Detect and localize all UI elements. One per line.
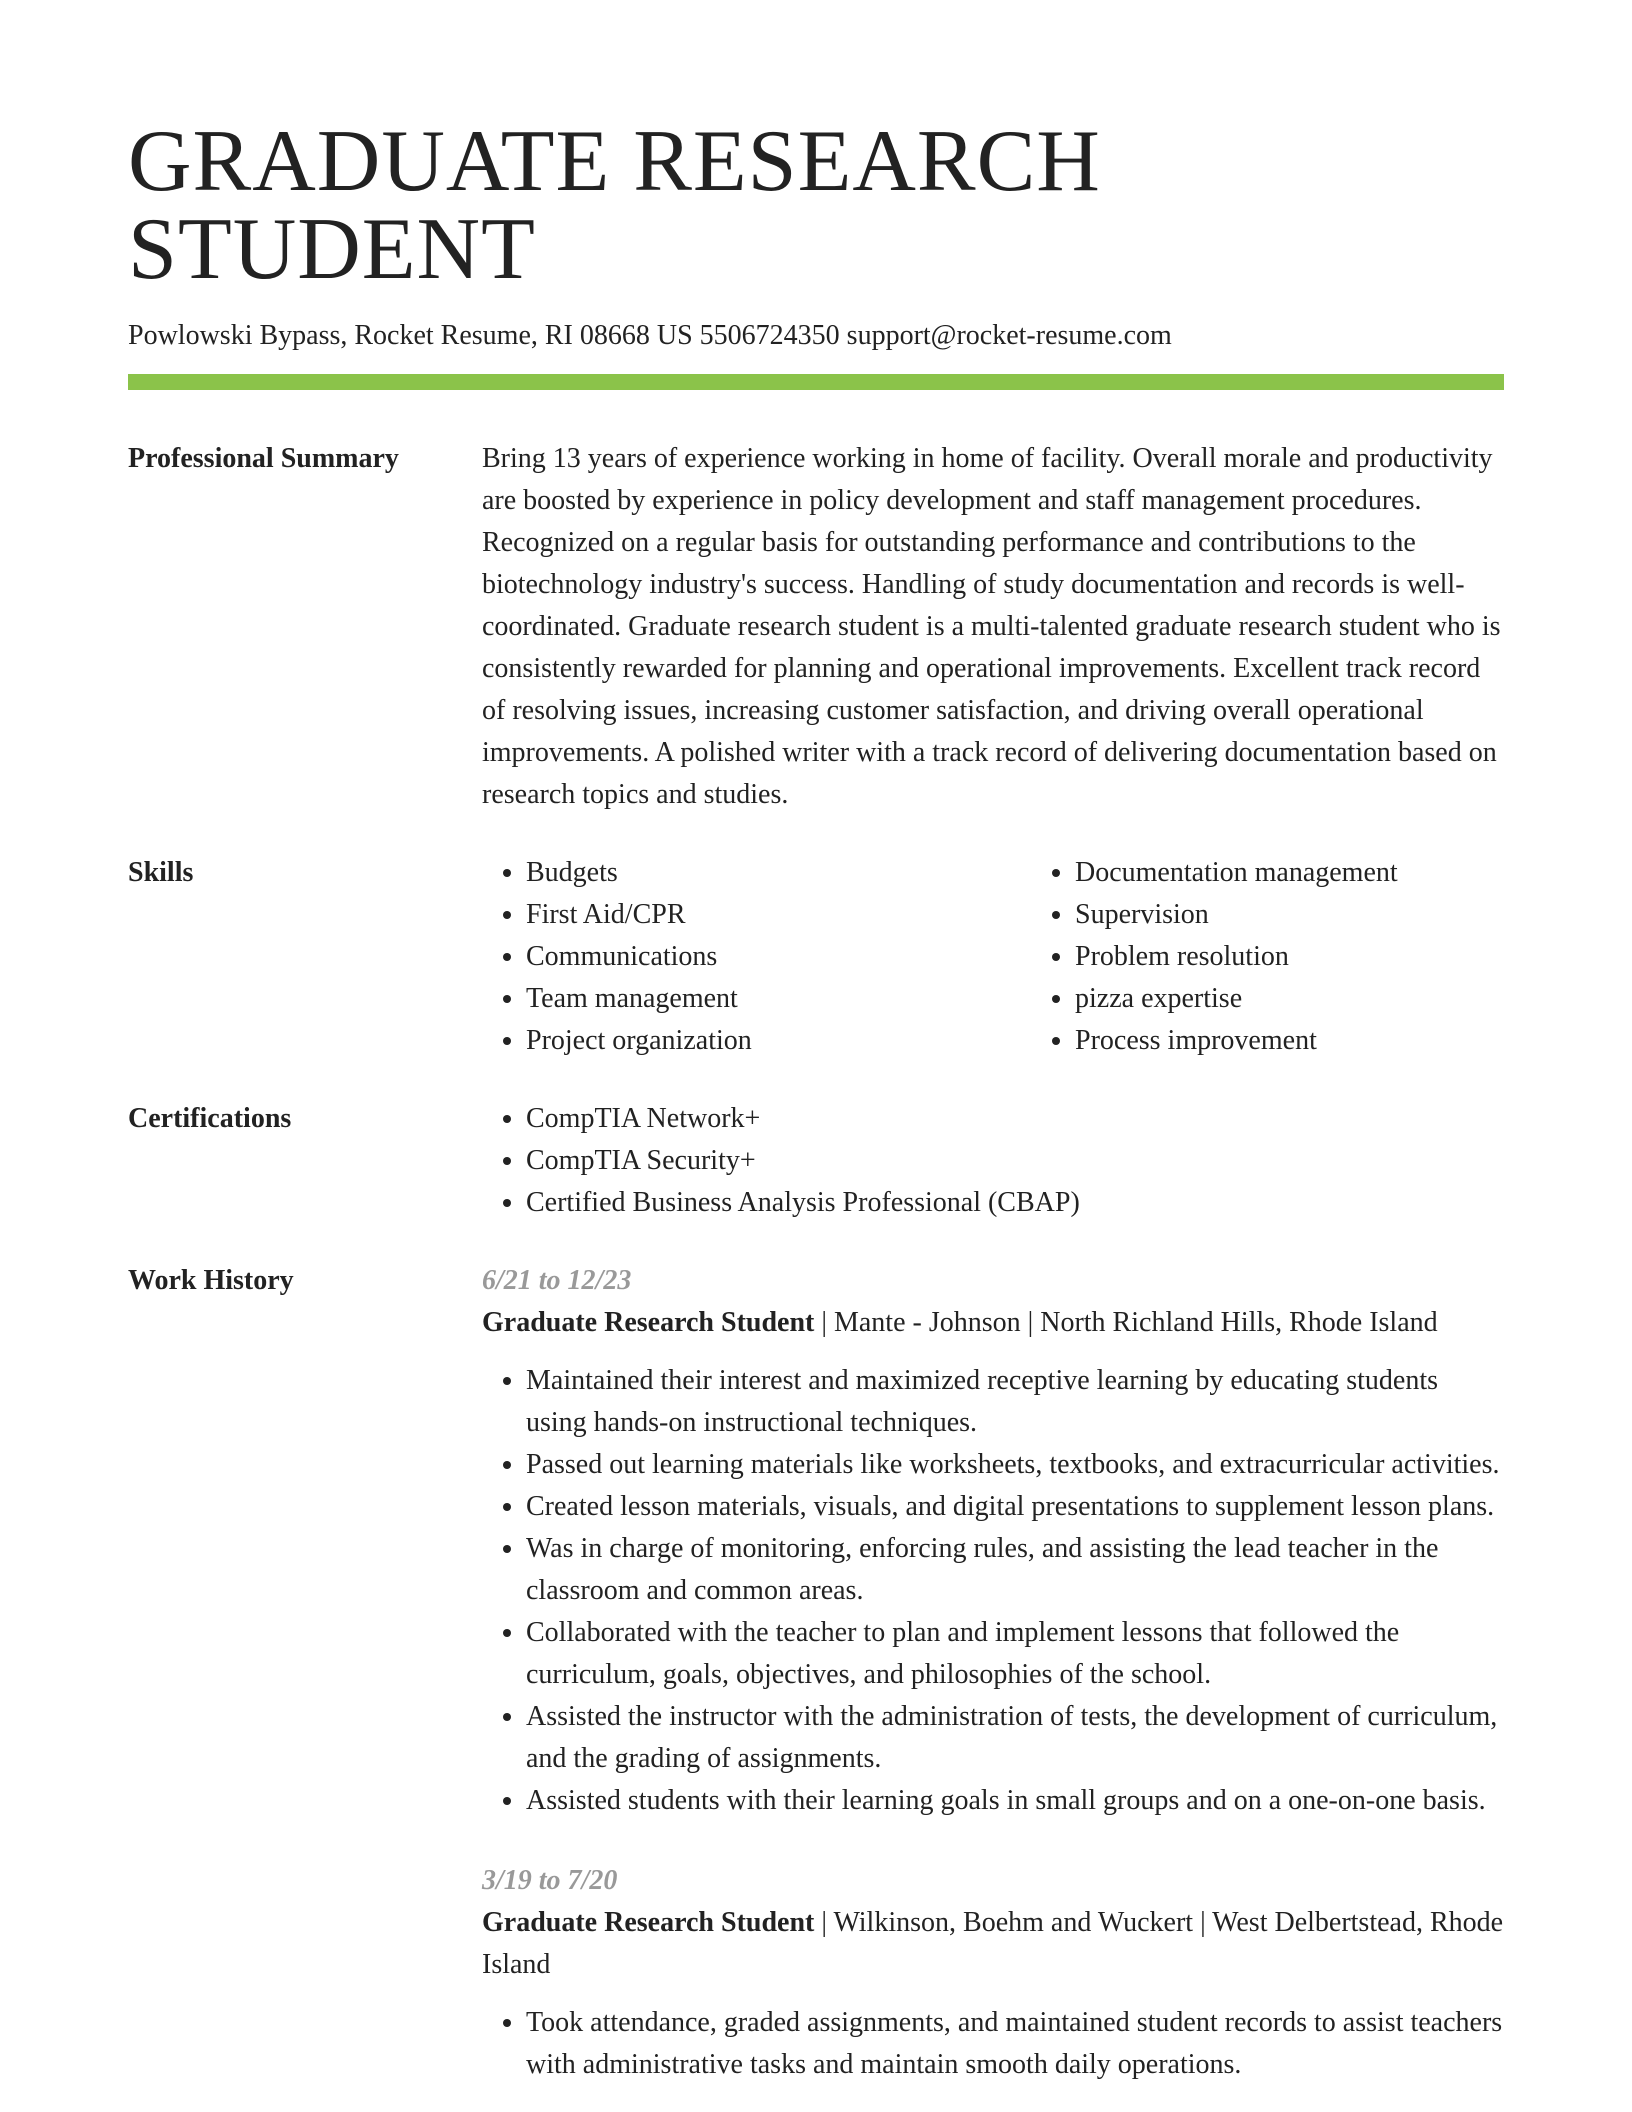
- job-title: Graduate Research Student: [482, 1307, 815, 1339]
- job-dates: 3/19 to 7/20: [482, 1865, 618, 1897]
- work-history-section: [128, 1260, 1504, 2086]
- skill-item: • Problem resolution: [1075, 936, 1580, 978]
- job-title-line: [482, 1902, 1504, 1986]
- summary-heading: Professional Summary: [128, 443, 399, 475]
- contact-info: Powlowski Bypass, Rocket Resume, RI 08668 US 5506724350 support@rocket-resume.com: [128, 320, 1172, 351]
- skill-item: • pizza expertise: [1075, 978, 1580, 1020]
- skills-body: [482, 852, 1580, 1062]
- responsibility-item: • Created lesson materials, visuals, and digital presentations to supplement lesson plans.: [526, 1486, 1504, 1528]
- responsibility-item: • Collaborated with the teacher to plan and implement lessons that followed the curriculum, goals, objectives, and philosophies of the school.: [526, 1612, 1504, 1696]
- job-responsibilities: [482, 2002, 1504, 2086]
- skill-item: • Process improvement: [1075, 1020, 1580, 1062]
- certification-item: • CompTIA Network+: [526, 1098, 1504, 1140]
- skill-item: • Supervision: [1075, 894, 1580, 936]
- skills-section: [128, 852, 1504, 1062]
- job-title: Graduate Research Student: [482, 1907, 815, 1939]
- skill-item: • Communications: [526, 936, 1031, 978]
- work-history-heading: Work History: [128, 1265, 294, 1297]
- responsibility-item: • Maintained their interest and maximized receptive learning by educating students using hands-on instructional techniques.: [526, 1360, 1504, 1444]
- certification-item: • CompTIA Security+: [526, 1140, 1504, 1182]
- certifications-body: [482, 1098, 1504, 1224]
- job-employer-location: | Mante - Johnson | North Richland Hills, Rhode Island: [814, 1307, 1438, 1339]
- summary-section: [128, 438, 1504, 816]
- certifications-list: [482, 1098, 1504, 1224]
- skills-list-right: [1031, 852, 1580, 1062]
- skill-item: • First Aid/CPR: [526, 894, 1031, 936]
- responsibility-item: • Passed out learning materials like worksheets, textbooks, and extracurricular activities.: [526, 1444, 1504, 1486]
- job-dates: 6/21 to 12/23: [482, 1265, 632, 1297]
- job-title-line: [482, 1302, 1504, 1344]
- skill-item: • Documentation management: [1075, 852, 1580, 894]
- skills-heading: Skills: [128, 857, 194, 889]
- accent-divider: [128, 374, 1504, 390]
- skill-item: • Team management: [526, 978, 1031, 1020]
- skills-list-left: [482, 852, 1031, 1062]
- responsibility-item: • Took attendance, graded assignments, and maintained student records to assist teachers with administrative tasks and maintain smooth daily operations.: [526, 2002, 1504, 2086]
- job-entry: [482, 1860, 1504, 2086]
- job-entry: [482, 1260, 1504, 1822]
- work-history-body: [482, 1260, 1504, 2086]
- summary-body: [482, 438, 1504, 816]
- responsibility-item: • Was in charge of monitoring, enforcing rules, and assisting the lead teacher in the classroom and common areas.: [526, 1528, 1504, 1612]
- skill-item: • Budgets: [526, 852, 1031, 894]
- summary-text: Bring 13 years of experience working in home of facility. Overall morale and productivity are boosted by experience in policy development and staff management procedures. Recognized on a regular basis for outstanding performance and contributions to the biotechnology industry's success. Handling of study documentation and records is well-coordinated. Graduate research student is a multi-talented graduate research student who is consistently rewarded for planning and operational improvements. Excellent track record of resolving issues, increasing customer satisfaction, and driving overall operational improvements. A polished writer with a track record of delivering documentation based on research topics and studies.: [482, 443, 1501, 811]
- certifications-heading: Certifications: [128, 1103, 292, 1135]
- job-employer-location: | Wilkinson, Boehm and Wuckert | West Delbertstead, Rhode Island: [482, 1907, 1504, 1981]
- certifications-section: [128, 1098, 1504, 1224]
- responsibility-item: • Assisted students with their learning goals in small groups and on a one-on-one basis.: [526, 1780, 1504, 1822]
- resume-title: GRADUATE RESEARCH STUDENT: [128, 113, 1101, 298]
- responsibility-item: • Assisted the instructor with the administration of tests, the development of curriculum, and the grading of assignments.: [526, 1696, 1504, 1780]
- skill-item: • Project organization: [526, 1020, 1031, 1062]
- job-responsibilities: [482, 1360, 1504, 1822]
- certification-item: • Certified Business Analysis Professional (CBAP): [526, 1182, 1504, 1224]
